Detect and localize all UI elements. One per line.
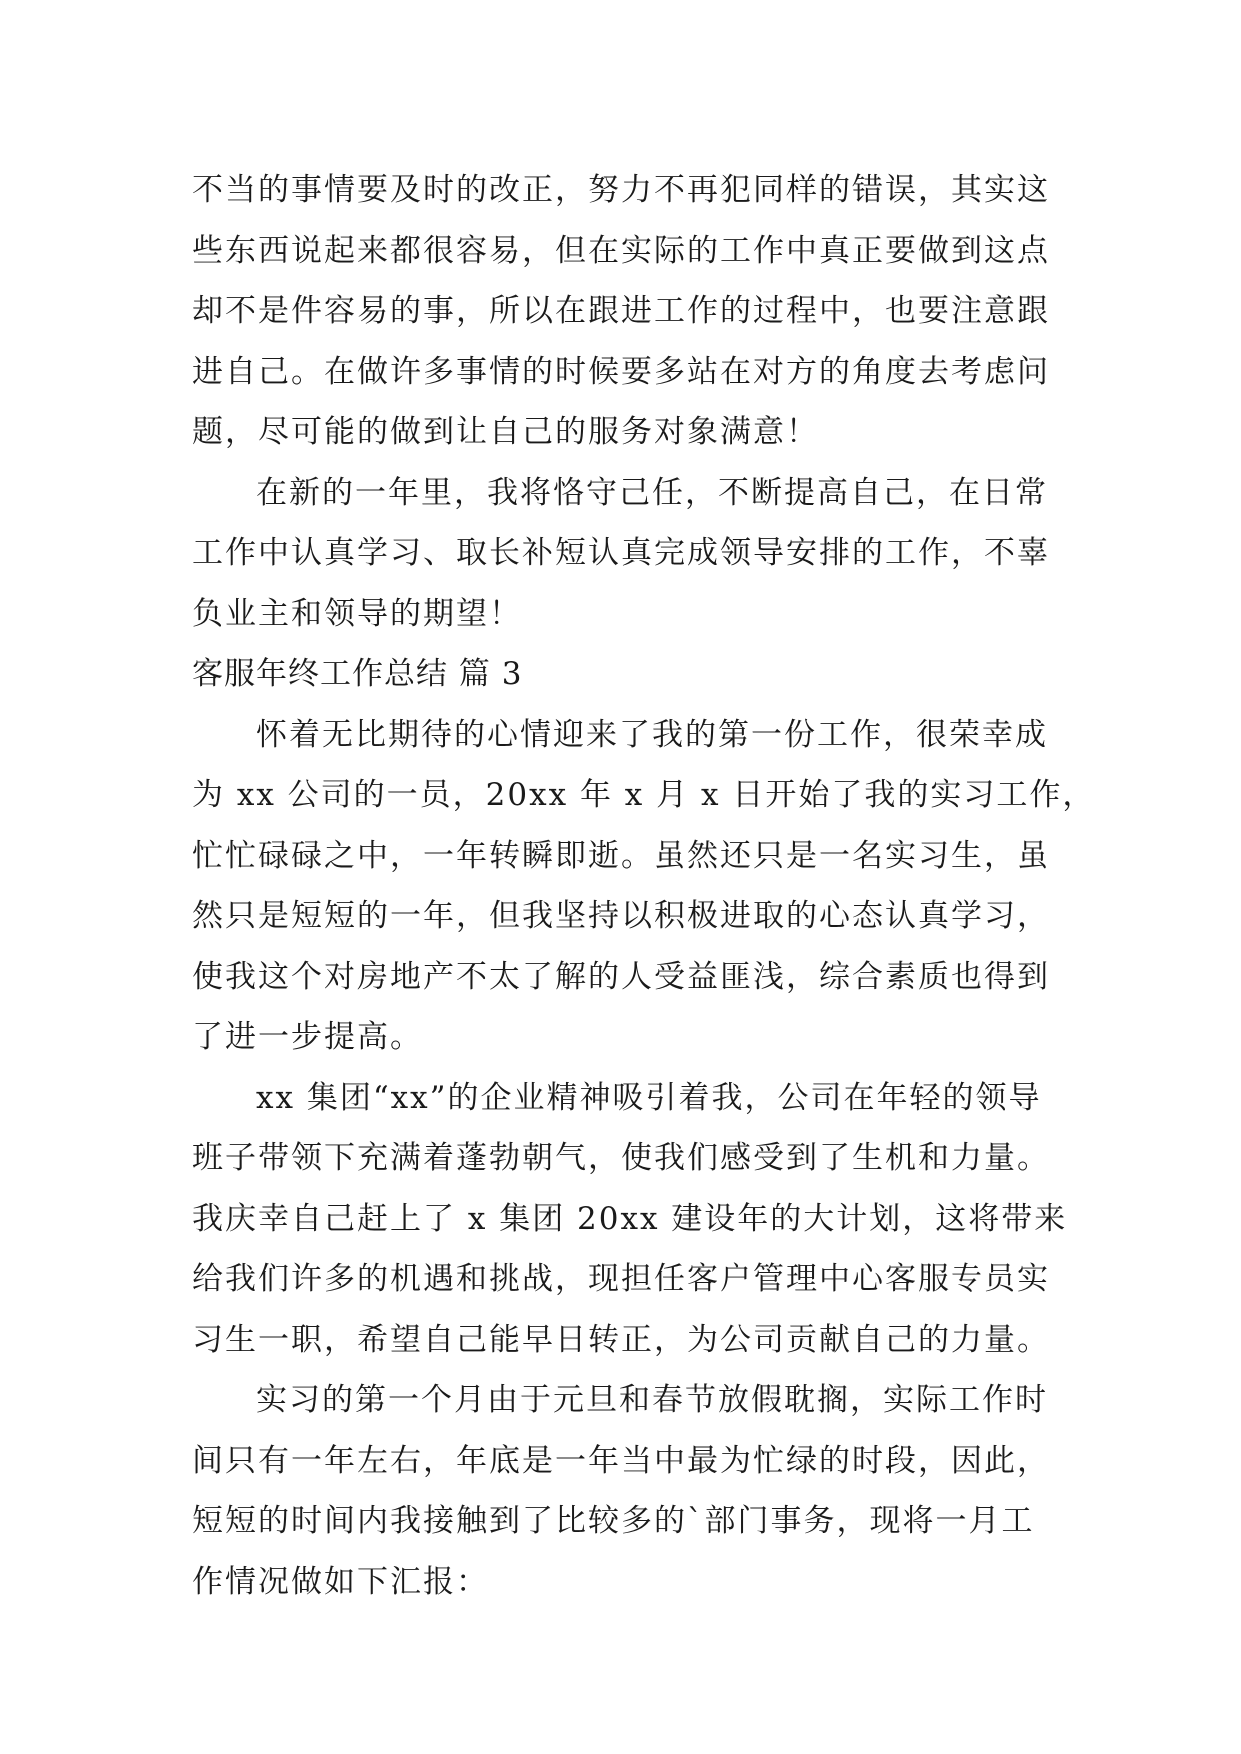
text-line: 我庆幸自己赶上了 x 集团 20xx 建设年的大计划，这将带来 <box>192 1200 1068 1237</box>
text-line: 在新的一年里，我将恪守己任，不断提高自己，在日常 <box>256 474 1048 511</box>
text-line: 间只有一年左右，年底是一年当中最为忙绿的时段，因此， <box>192 1442 1050 1479</box>
text-line: 些东西说起来都很容易，但在实际的工作中真正要做到这点 <box>192 232 1050 269</box>
text-line: 不当的事情要及时的改正，努力不再犯同样的错误，其实这 <box>192 172 1050 208</box>
text-line: 然只是短短的一年，但我坚持以积极进取的心态认真学习， <box>192 898 1050 934</box>
paragraph-first-month <box>192 1370 1052 1612</box>
paragraph-company-spirit <box>192 1068 1068 1371</box>
text-line: xx 集团“xx”的企业精神吸引着我，公司在年轻的领导 <box>256 1079 1042 1116</box>
text-line: 习生一职，希望自己能早日转正，为公司贡献自己的力量。 <box>192 1321 1050 1358</box>
text-line: 负业主和领导的期望！ <box>192 595 522 632</box>
text-line: 题，尽可能的做到让自己的服务对象满意！ <box>192 414 819 450</box>
document-body <box>192 160 1096 1612</box>
text-line: 忙忙碌碌之中，一年转瞬即逝。虽然还只是一名实习生，虽 <box>192 837 1050 874</box>
text-line: 怀着无比期待的心情迎来了我的第一份工作，很荣幸成 <box>256 716 1048 753</box>
text-line: 工作中认真学习、取长补短认真完成领导安排的工作，不辜 <box>192 535 1050 571</box>
text-line: 作情况做如下汇报： <box>192 1563 489 1600</box>
text-line: 短短的时间内我接触到了比较多的`部门事务，现将一月工 <box>192 1503 1035 1539</box>
text-line: 实习的第一个月由于元旦和春节放假耽搁，实际工作时 <box>256 1382 1048 1418</box>
paragraph-first-job <box>192 705 1096 1068</box>
text-line: 使我这个对房地产不太了解的人受益匪浅，综合素质也得到 <box>192 958 1050 995</box>
paragraph-new-year <box>192 463 1052 645</box>
heading-text: 客服年终工作总结 篇 3 <box>192 656 523 692</box>
text-line: 班子带领下充满着蓬勃朝气，使我们感受到了生机和力量。 <box>192 1140 1050 1176</box>
text-line: 却不是件容易的事，所以在跟进工作的过程中，也要注意跟 <box>192 293 1050 329</box>
text-line: 了进一步提高。 <box>192 1019 423 1055</box>
text-line: 为 xx 公司的一员，20xx 年 x 月 x 日开始了我的实习工作， <box>192 777 1096 813</box>
section-heading <box>192 644 1052 705</box>
text-line: 进自己。在做许多事情的时候要多站在对方的角度去考虑问 <box>192 353 1050 390</box>
paragraph-continuation <box>192 160 1052 463</box>
text-line: 给我们许多的机遇和挑战，现担任客户管理中心客服专员实 <box>192 1261 1050 1297</box>
